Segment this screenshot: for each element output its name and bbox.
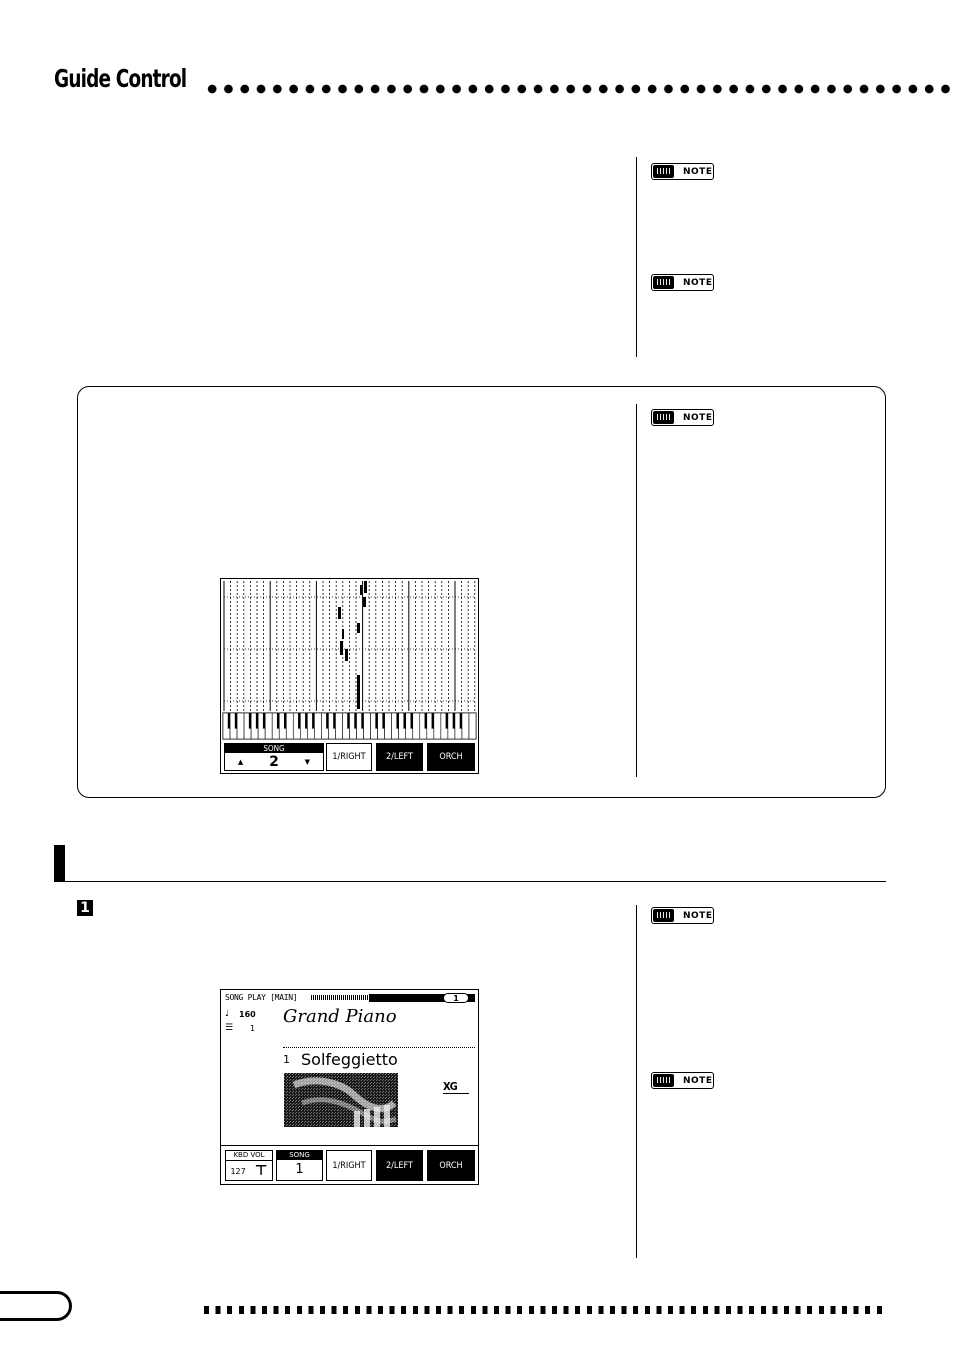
white-key: [413, 713, 420, 739]
title-shade: [311, 995, 369, 1000]
header-dot-leader: [204, 84, 954, 94]
voice-name: Grand Piano: [283, 1006, 397, 1027]
song-image: [284, 1073, 398, 1127]
section-heading-rule: [54, 881, 886, 882]
section-heading-bar: [54, 845, 65, 882]
button-row-rule: [221, 1145, 478, 1146]
guide-note-bar: [357, 623, 360, 633]
left-part-button[interactable]: 2/LEFT: [376, 1150, 423, 1181]
song-number: 2: [269, 753, 279, 770]
song-number: 1: [283, 1053, 290, 1066]
page-number-tab: [0, 1291, 72, 1321]
song-label: SONG: [277, 1151, 322, 1160]
guide-note-bar: [342, 629, 344, 639]
measure-icon: ☰: [225, 1023, 234, 1033]
info-box: [77, 386, 886, 798]
page-badge: 1: [443, 993, 469, 1003]
lcd-guide-display: [220, 578, 479, 774]
white-key: [434, 713, 441, 739]
white-key: [335, 713, 342, 739]
note-icon: [653, 1074, 674, 1087]
page-title: Guide Control: [54, 64, 187, 93]
tempo-value: 160: [239, 1010, 256, 1019]
song-down-icon[interactable]: ▼: [304, 757, 311, 766]
song-name: Solfeggietto: [301, 1050, 398, 1069]
white-key: [385, 713, 392, 739]
right-part-button[interactable]: 1/RIGHT: [326, 1150, 372, 1181]
kbd-vol-value: 127: [230, 1166, 246, 1176]
voice-divider: [283, 1047, 475, 1048]
note-icon: [653, 909, 674, 922]
white-key: [237, 713, 244, 739]
orch-part-button[interactable]: ORCH: [427, 743, 475, 771]
guide-note-bar: [357, 675, 360, 709]
white-key: [364, 713, 371, 739]
metronome-icon: ♩: [225, 1009, 230, 1019]
lcd-song-play-display: [220, 989, 479, 1185]
kbd-vol-control[interactable]: [225, 1150, 273, 1181]
note-icon: [653, 276, 674, 289]
white-key: [469, 713, 476, 739]
xg-logo: XG: [443, 1080, 469, 1094]
margin-rule: [636, 905, 637, 1258]
note-badge: NOTE: [651, 163, 714, 180]
note-icon: [653, 165, 674, 178]
guide-note-bar: [363, 597, 366, 607]
white-key: [265, 713, 272, 739]
measure-value: 1: [250, 1024, 256, 1033]
margin-rule: [636, 157, 637, 357]
guide-note-bar: [345, 649, 348, 661]
song-label: SONG: [225, 744, 323, 753]
song-selector[interactable]: [224, 743, 324, 771]
orch-part-button[interactable]: ORCH: [427, 1150, 475, 1181]
white-key: [462, 713, 469, 739]
footer-dash-leader: [204, 1306, 886, 1314]
note-badge: NOTE: [651, 1072, 714, 1089]
white-key: [314, 713, 321, 739]
mode-title: SONG PLAY [MAIN]: [225, 993, 298, 1002]
white-key: [286, 713, 293, 739]
song-up-icon[interactable]: ▲: [237, 757, 244, 766]
kbd-vol-label: KBD VOL: [226, 1151, 272, 1161]
step-number: 1: [77, 900, 93, 916]
right-part-button[interactable]: 1/RIGHT: [326, 743, 372, 771]
volume-slider-icon: ⊤: [254, 1163, 268, 1179]
song-selector[interactable]: [276, 1150, 323, 1181]
note-badge: NOTE: [651, 907, 714, 924]
guide-note-bar: [364, 581, 367, 593]
note-badge: NOTE: [651, 274, 714, 291]
left-part-button[interactable]: 2/LEFT: [376, 743, 423, 771]
guide-note-bar: [360, 585, 362, 595]
song-value: 1: [295, 1162, 304, 1177]
note-badge: NOTE: [651, 409, 714, 426]
guide-note-bar: [340, 641, 343, 655]
guide-note-bar: [338, 607, 341, 619]
